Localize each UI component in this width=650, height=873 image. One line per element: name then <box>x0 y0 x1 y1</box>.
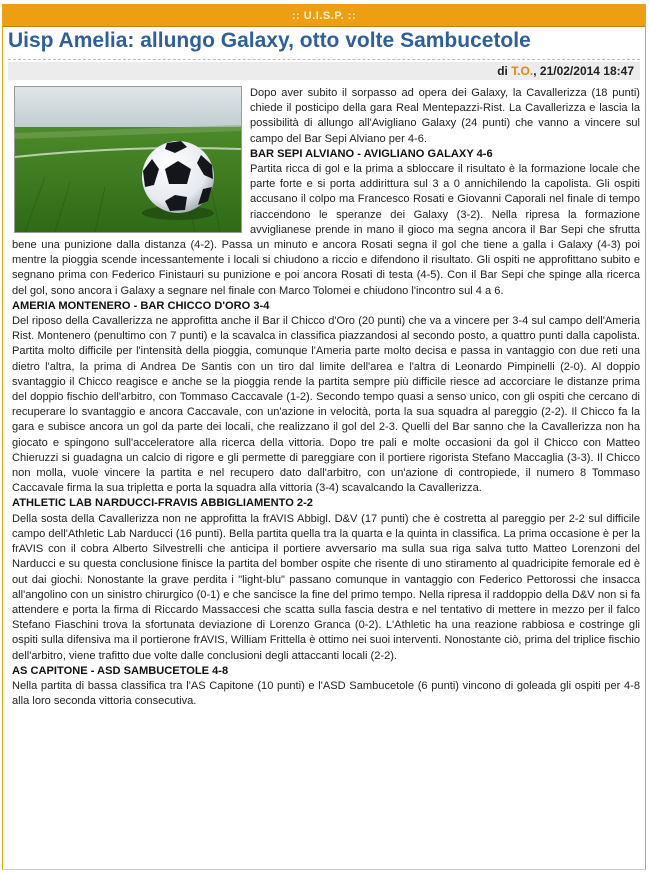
article-photo <box>14 86 242 233</box>
byline-date: , 21/02/2014 18:47 <box>533 64 634 78</box>
section-label: :: U.I.S.P. :: <box>291 10 357 22</box>
article-title: Uisp Amelia: allungo Galaxy, otto volte Sambucetole <box>8 29 531 52</box>
byline-prefix: di <box>497 64 512 78</box>
match-report-2: Del riposo della Cavallerizza ne approfitta anche il Bar il Chicco d'Oro (20 punti) che va a vincere per 3-4 sul campo dell'Ameria Rist. Montenero (penultimo con 7 punti) e la scavalca in classifica piazzandosi al secondo posto, a quattro punti dalla capolista. Partita molto difficile per l'intensità della pioggia, comunque l'Ameria parte molto decisa e passa in vantaggio con due reti una dietro l'altra, la prima di Andrea De Santis con un tiro dal limite dell'area e l'altra di Leonardo Pimpinelli (2-0). Al doppio svantaggio il Chicco reagisce e anche se la pioggia rende la partita sempre più difficile riesce ad accorciare le distanze prima del doppio fischio dell'arbitro, con Tommaso Caccavale (1-2). Secondo tempo quasi a senso unico, con gli ospiti che cercano di recuperare lo svantaggio e ancora Caccavale, con un'azione in velocità, porta la sua squadra al pareggio (2-2). Il Chicco fa la gara e subisce ancora un gol da parte dei locali, che realizzano il gol del 2-3. Quelli del Bar sanno che la Cavallerizza non ha giocato e spingono sull'acceleratore alla ricerca della vittoria. Dopo tre pali e molte occasioni da gol il Chicco con Matteo Chieruzzi si guadagna un calcio di rigore e gli permette di pareggiare con il portiere rigorista Stefano Maccaglia (3-3). Il Chicco non molla, vuole vincere la partita e nel recupero dato dall'arbitro, con un'azione di contropiede, il numero 8 Tommaso Caccavale firma la sua tripletta e porta la squadra alla vittoria (3-4) scavalcando la Cavallerizza. <box>12 315 640 495</box>
soccer-ball-icon <box>15 87 241 232</box>
article-body <box>12 86 640 709</box>
section-header-bar <box>3 5 645 27</box>
match-report-3: Della sosta della Cavallerizza non ne approfitta la frAVIS Abbigl. D&V (17 punti) che è costretta al pareggio per 2-2 sul difficile campo dell'Athletic Lab Narducci (16 punti). Bella partita quella tra la quarta e la quinta in classifica. La prima occasione è per la frAVIS con il cobra Alberto Silvestrelli che anticipa il portiere avversario ma sulla sua riga salva tutto Matteo Lorenzoni del Narducci e su questa conclusione finisce la partita del bomber ospite che risente di uno stiramento al quadricipite femorale ed è out dai giochi. Nonostante la grave perdita i "light-blu" passano comunque in vantaggio con Federico Pettorossi che insacca all'angolino con un sinistro chirurgico (0-1) e che sancisce la fine del primo tempo. Nella ripresa il raddoppio della D&V non si fa attendere e porta la firma di Riccardo Massaccesi che scatta sulla fascia destra e nel tentativo di mettere in mezzo per il falco Stefano Fiaschini trova la sfortunata deviazione di Lorenzo Granca (0-2). L'Athletic ha una reazione rabbiosa e costringe gli ospiti sulla difensiva ma il portierone frAVIS, William Frittella è ottimo nei suoi interventi. Nonostante ciò, prima del triplice fischio dell'arbitro, viene trafitto due volte dalle conclusioni degli attaccanti locali (2-2). <box>12 512 640 662</box>
intro-paragraph: Dopo aver subito il sorpasso ad opera dei Galaxy, la Cavallerizza (18 punti) chiede il posticipo della gara Real Mentepazzi-Rist. La Cavallerizza e lascia la possibilità di allungo all'Avigliano Galaxy (24 punti) che vanno a vincere sul campo del Bar Sepi Alviano per 4-6. <box>250 87 640 145</box>
byline <box>8 62 640 80</box>
match-heading-1: BAR SEPI ALVIANO - AVIGLIANO GALAXY 4-6 <box>250 147 493 160</box>
match-report-1: Partita ricca di gol e la prima a sbloccare il risultato è la formazione locale che parte forte e si porta addirittura sul 3 a 0 annichilendo la capolista. Gli ospiti accusano il colpo ma Francesco Rosati e Giovanni Caporali nel finale di tempo riaccendono le speranze dei Galaxy (3-2). Nella ripresa la formazione avviglianese prende in mano il gioco ma segna ancora il Bar Sepi che sfrutta bene una punizione dalla distanza (4-2). Passa un minuto e ancora Rosati segna il gol che tiene a galla i Galaxy (4-3) poi mentre la pioggia scende incessantemente i locali si chiudono a riccio e difendono il risultato. Gli ospiti ne approfittano subito e segnano prima con Federico Finistauri su punizione e poi ancora Rosati di testa (4-5). Con il Bar Sepi che spinge alla ricerca del gol, sono ancora i Galaxy a segnare nel finale con Marco Tolomei e chiudono l'incontro sul 4 a 6. <box>12 163 640 297</box>
match-heading-4: AS CAPITONE - ASD SAMBUCETOLE 4-8 <box>12 664 229 677</box>
match-heading-2: AMERIA MONTENERO - BAR CHICCO D'ORO 3-4 <box>12 299 270 312</box>
title-divider <box>8 59 640 60</box>
match-heading-3: ATHLETIC LAB NARDUCCI-FRAVIS ABBIGLIAMENTO 2-2 <box>12 497 313 510</box>
byline-author-link[interactable]: T.O. <box>511 64 534 78</box>
match-report-4: Nella partita di bassa classifica tra l'AS Capitone (10 punti) e l'ASD Sambucetole (6 punti) vincono di goleada gli ospiti per 4-8 alla loro seconda vittoria consecutiva. <box>12 679 640 708</box>
